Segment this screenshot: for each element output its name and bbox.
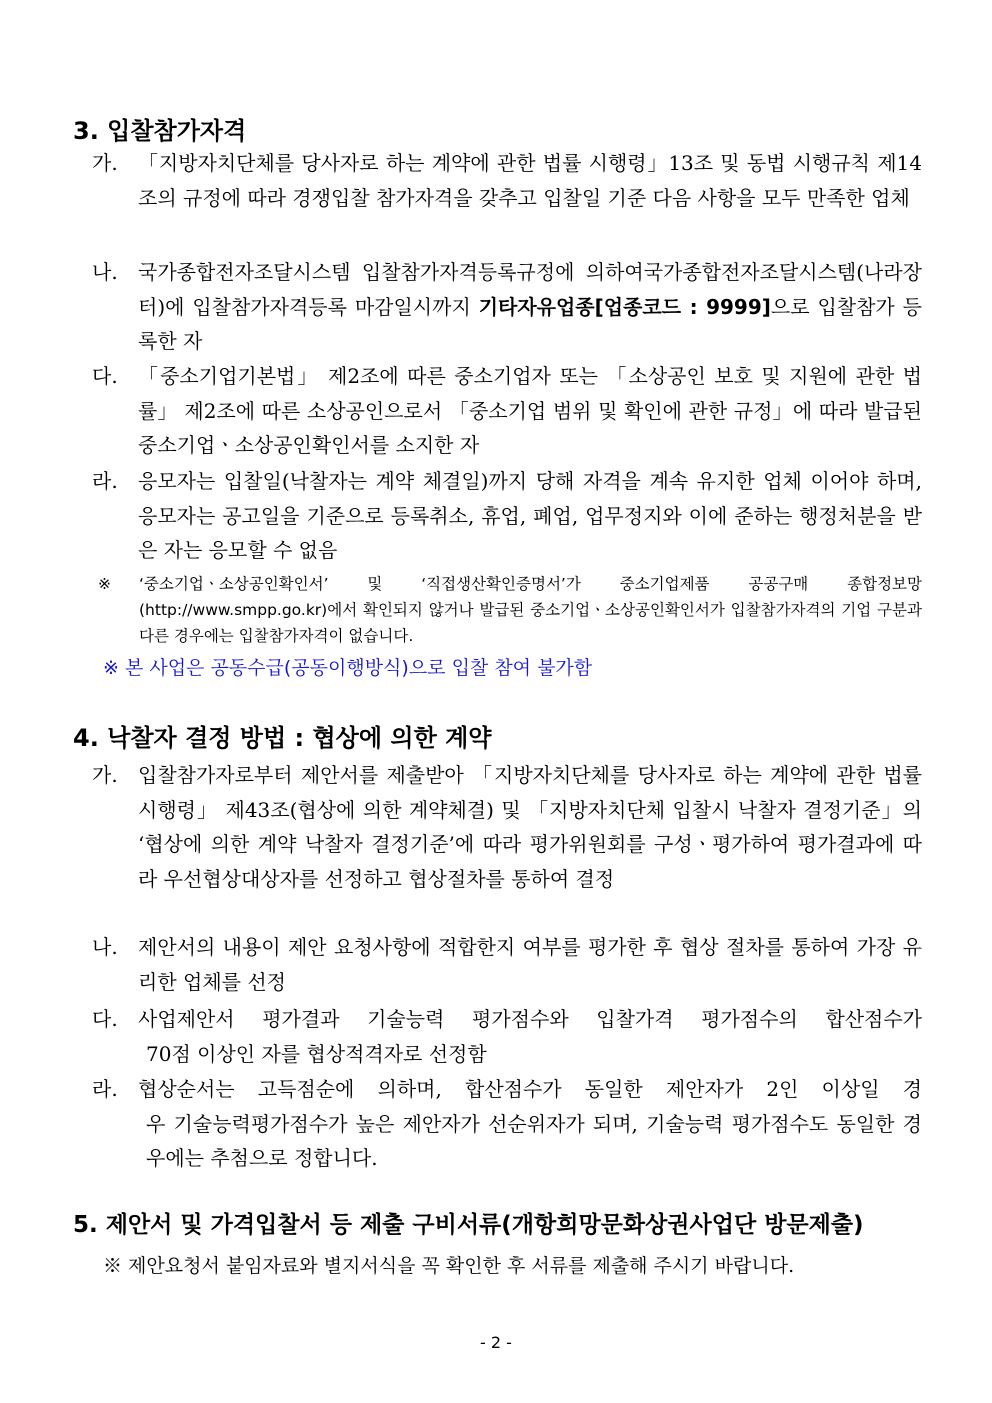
item-label: 다. [92, 1007, 118, 1031]
section-4-heading: 4. 낙찰자 결정 방법 : 협상에 의한 계약 [73, 724, 492, 752]
section-3-item-da [92, 359, 922, 463]
industry-code-text: 기타자유업종[업종코드 : 9999] [478, 294, 771, 319]
item-text-part: 으로 입찰참가 등록한 자 [138, 294, 922, 353]
section-4-item-ga [92, 758, 922, 896]
item-text: 「지방자치단체를 당사자로 하는 계약에 관한 법률 시행령」13조 및 동법 시행규칙 제14조의 규정에 따라 경쟁입찰 참가자격을 갖추고 입찰일 기준 다음 사항을 모두 만족한 업체 [138, 151, 922, 210]
item-text-line-2: 70점 이상인 자를 협상적격자로 선정함 [146, 1041, 487, 1066]
section-3-item-ra [92, 464, 922, 568]
section-4-item-da [92, 1002, 922, 1071]
item-label: 라. [92, 1077, 118, 1101]
item-text [138, 255, 922, 359]
item-text: 입찰참가자로부터 제안서를 제출받아 「지방자치단체를 당사자로 하는 계약에 관한 법률 시행령」 제43조(협상에 의한 계약체결) 및 「지방자치단체 입찰시 낙찰자 결정기준」의 ‘협상에 의한 계약 낙찰자 결정기준’에 따라 평가위원회를 구성ㆍ평가하여 평가결과에 따라 우선협상대상자를 선정하고 협상절차를 통하여 결정 [138, 763, 922, 891]
item-text: 「중소기업기본법」 제2조에 따른 중소기업자 또는 「소상공인 보호 및 지원에 관한 법률」 제2조에 따른 소상공인으로서 「중소기업 범위 및 확인에 관한 규정」에 따라 발급된 중소기업ㆍ소상공인확인서를 소지한 자 [138, 364, 922, 457]
item-label: 라. [92, 469, 118, 493]
item-text-rest: 우 기술능력평가점수가 높은 제안자가 선순위자가 되며, 기술능력 평가점수도 동일한 경우에는 추첨으로 정합니다. [146, 1111, 922, 1170]
item-label: 나. [92, 260, 118, 284]
section-5-note: ※ 제안요청서 붙임자료와 별지서식을 꼭 확인한 후 서류를 제출해 주시기 바랍니다. [103, 1255, 795, 1277]
section-3-heading: 3. 입찰참가자격 [73, 117, 247, 145]
item-text: 응모자는 입찰일(낙찰자는 계약 체결일)까지 당해 자격을 계속 유지한 업체 이어야 하며, 응모자는 공고일을 기준으로 등록취소, 휴업, 폐업, 업무정지와 이에 준하는 행정처분을 받은 자는 응모할 수 없음 [138, 469, 922, 562]
item-text-part: 국가종합전자조달시스템 입찰참가자격등록규정에 의하여국가종합전자조달시스템(나라장터)에 입찰참가자격등록 마감일시까지 [138, 260, 922, 319]
item-label: 가. [92, 151, 118, 175]
note-mark: ※ [98, 575, 111, 593]
item-label: 나. [92, 935, 118, 959]
item-text: 제안서의 내용이 제안 요청사항에 적합한지 여부를 평가한 후 협상 절차를 통하여 가장 유리한 업체를 선정 [138, 935, 922, 994]
consortium-notice: ※ 본 사업은 공동수급(공동이행방식)으로 입찰 참여 불가함 [103, 657, 593, 679]
section-5-heading: 5. 제안서 및 가격입찰서 등 제출 구비서류(개항희망문화상권사업단 방문제출) [73, 1212, 864, 1238]
section-3-item-na [92, 255, 922, 359]
section-3-note [98, 571, 922, 649]
section-4-item-ra [92, 1072, 922, 1176]
section-3-item-ga [92, 146, 922, 215]
item-text-line-1: 사업제안서 평가결과 기술능력 평가점수와 입찰가격 평가점수의 합산점수가 [138, 1007, 922, 1031]
page-number: - 2 - [480, 1333, 512, 1352]
note-text: ‘중소기업ㆍ소상공인확인서’ 및 ‘직접생산확인증명서’가 중소기업제품 공공구매 종합정보망(http://www.smpp.go.kr)에서 확인되지 않거나 발급된 중소기업ㆍ소상공인확인서가 입찰참가자격의 기업 구분과 다른 경우에는 입찰참가자격이 없습니다. [139, 575, 922, 645]
item-text-line-1: 협상순서는 고득점순에 의하며, 합산점수가 동일한 제안자가 2인 이상일 경 [138, 1077, 922, 1101]
section-4-item-na [92, 930, 922, 999]
item-label: 가. [92, 763, 118, 787]
item-label: 다. [92, 364, 118, 388]
